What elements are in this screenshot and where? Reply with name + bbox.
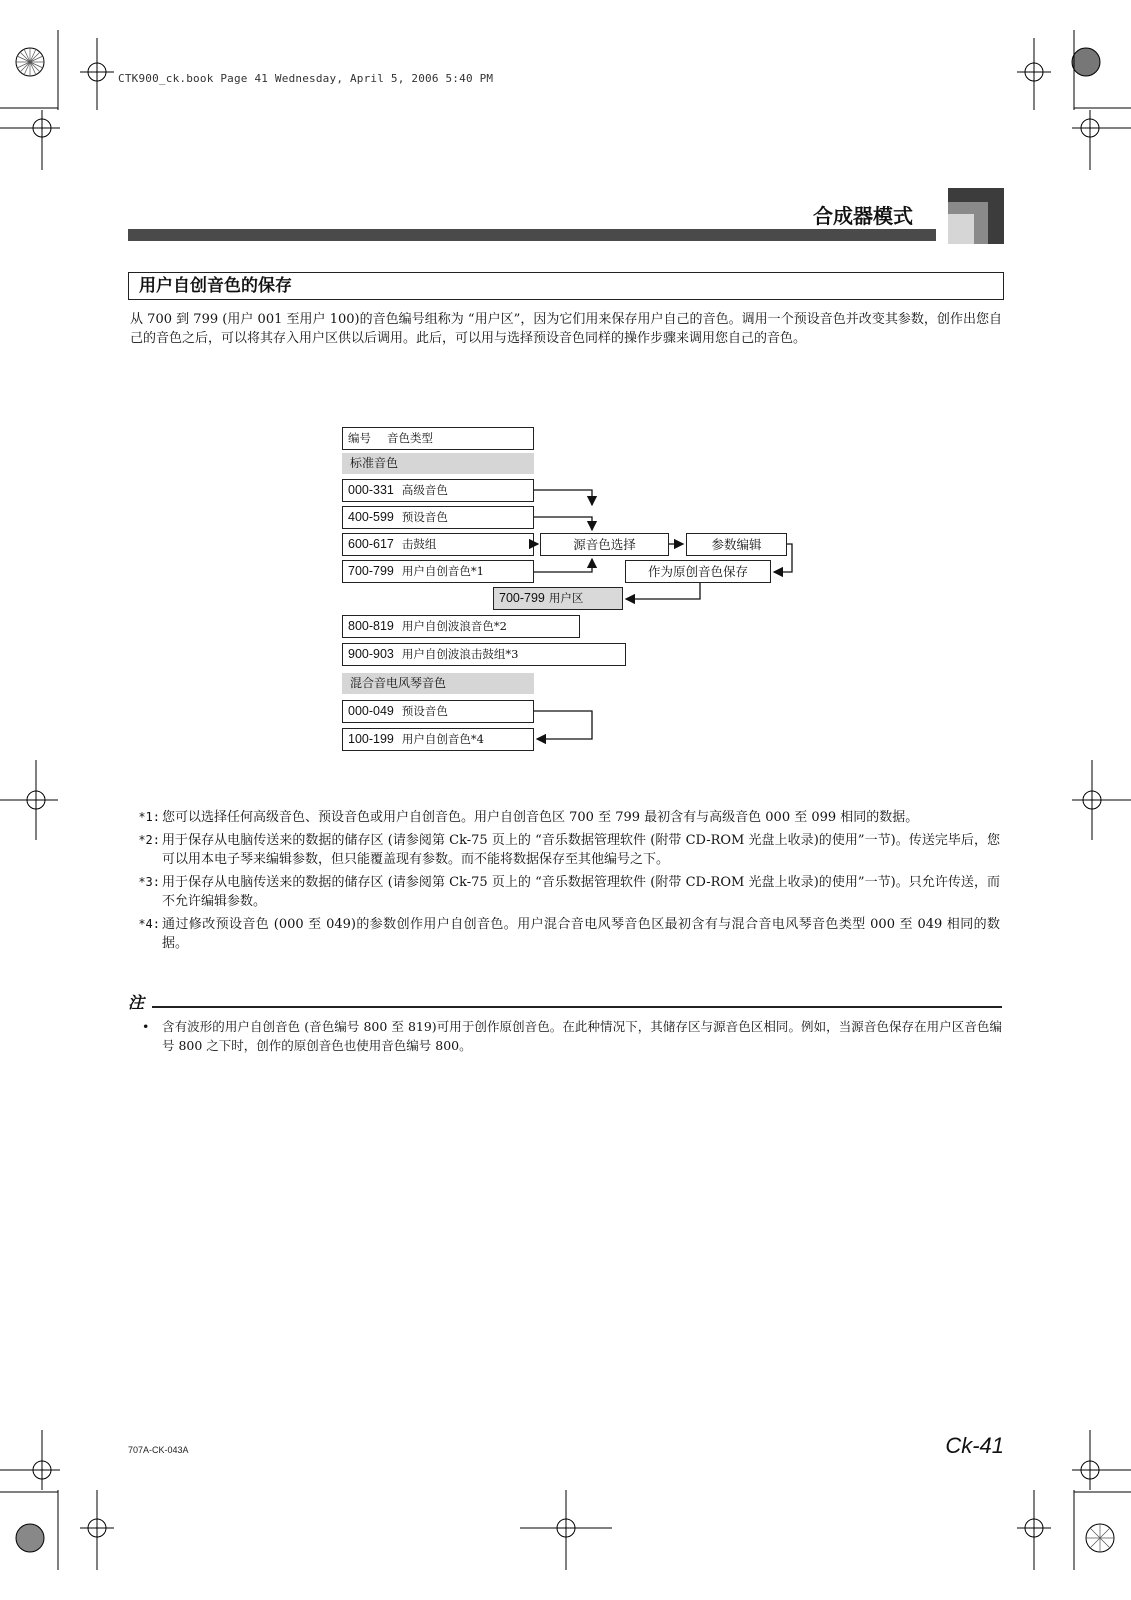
tone-label: 预设音色: [401, 704, 448, 718]
intro-paragraph: 从 700 到 799 (用户 001 至用户 100)的音色编号组称为 “用户区”，因为它们用来保存用户自己的音色。调用一个预设音色并改变其参数，创作出您自己的音色之后，可以将其存入用户区供以后调用。此后，可以用与选择预设音色同样的操作步骤来调用您自己的音色。: [130, 312, 1002, 346]
arrow-save-to-user: [626, 583, 700, 599]
footnote: [130, 808, 1000, 827]
category-piano: 混合音电风琴音色: [342, 673, 534, 694]
tone-label: 用户自创波浪音色*2: [401, 619, 507, 633]
section-title: 合成器模式: [813, 204, 913, 228]
user-area-num: 700-799: [499, 591, 545, 605]
tone-num: 100-199: [348, 732, 394, 746]
save-original-box: 作为原创音色保存: [625, 560, 771, 583]
tone-num: 000-049: [348, 704, 394, 718]
arrow-000-331: [534, 490, 592, 505]
tone-label: 用户自创波浪击鼓组*3: [401, 647, 519, 661]
footnote-mark: *4:: [138, 917, 160, 931]
user-area-label: 用户区: [548, 591, 584, 605]
footnote-mark: *2:: [138, 833, 160, 847]
arrow-400-599: [534, 517, 592, 530]
tone-label: 用户自创音色*4: [401, 732, 484, 746]
header-type: 音色类型: [387, 431, 433, 445]
section-heading: 用户自创音色的保存: [128, 272, 1004, 300]
footnote: [130, 831, 1000, 869]
footnote-text: 通过修改预设音色 (000 至 049)的参数创作用户自创音色。用户混合音电风琴音色区最初含有与混合音电风琴音色类型 000 至 049 相同的数据。: [162, 917, 1000, 951]
footnote: [130, 873, 1000, 911]
note-text: 含有波形的用户自创音色 (音色编号 800 至 819)可用于创作原创音色。在此种情况下，其储存区与源音色区相同。例如，当源音色保存在用户区音色编号 800 之下时，创作的原创音色也使用音色编号 800。: [162, 1019, 1002, 1053]
note-label: 注: [128, 993, 145, 1012]
param-edit-box: 参数编辑: [686, 533, 787, 556]
footer-code: 707A-CK-043A: [128, 1445, 189, 1455]
category-standard: 标准音色: [342, 453, 534, 474]
source-select-box: 源音色选择: [540, 533, 669, 556]
footnote: [130, 915, 1000, 953]
footnote-mark: *3:: [138, 875, 160, 889]
tone-label: 击鼓组: [401, 537, 437, 551]
page-number: Ck-41: [945, 1433, 1004, 1458]
footnote-mark: *1:: [138, 810, 160, 824]
book-header: CTK900_ck.book Page 41 Wednesday, April 5, 2006 5:40 PM: [118, 72, 494, 85]
tone-num: 700-799: [348, 564, 394, 578]
tone-num: 000-331: [348, 483, 394, 497]
note-bullet: •: [142, 1019, 150, 1034]
tone-label: 用户自创音色*1: [401, 564, 484, 578]
tone-num: 900-903: [348, 647, 394, 661]
tone-num: 800-819: [348, 619, 394, 633]
tone-num: 600-617: [348, 537, 394, 551]
arrow-700-799-up: [534, 559, 592, 572]
header-num: 编号: [348, 431, 371, 445]
footnote-text: 您可以选择任何高级音色、预设音色或用户自创音色。用户自创音色区 700 至 799 最初含有与高级音色 000 至 099 相同的数据。: [162, 810, 919, 825]
footnote-text: 用于保存从电脑传送来的数据的储存区 (请参阅第 Ck-75 页上的 “音乐数据管理软件 (附带 CD-ROM 光盘上收录)的使用”一节)。传送完毕后，您可以用本电子琴来编辑参数，但只能覆盖现有参数。而不能将数据保存至其他编号之下。: [162, 833, 1000, 867]
tone-label: 预设音色: [401, 510, 448, 524]
footnote-text: 用于保存从电脑传送来的数据的储存区 (请参阅第 Ck-75 页上的 “音乐数据管理软件 (附带 CD-ROM 光盘上收录)的使用”一节)。只允许传送，而不允许编辑参数。: [162, 875, 1000, 909]
footnotes: [130, 808, 1000, 957]
tone-label: 高级音色: [401, 483, 448, 497]
arrow-param-to-save: [774, 544, 792, 572]
note-divider: [152, 1006, 1002, 1008]
arrow-piano: [534, 711, 592, 739]
tone-num: 400-599: [348, 510, 394, 524]
note-item: [142, 1017, 1002, 1055]
